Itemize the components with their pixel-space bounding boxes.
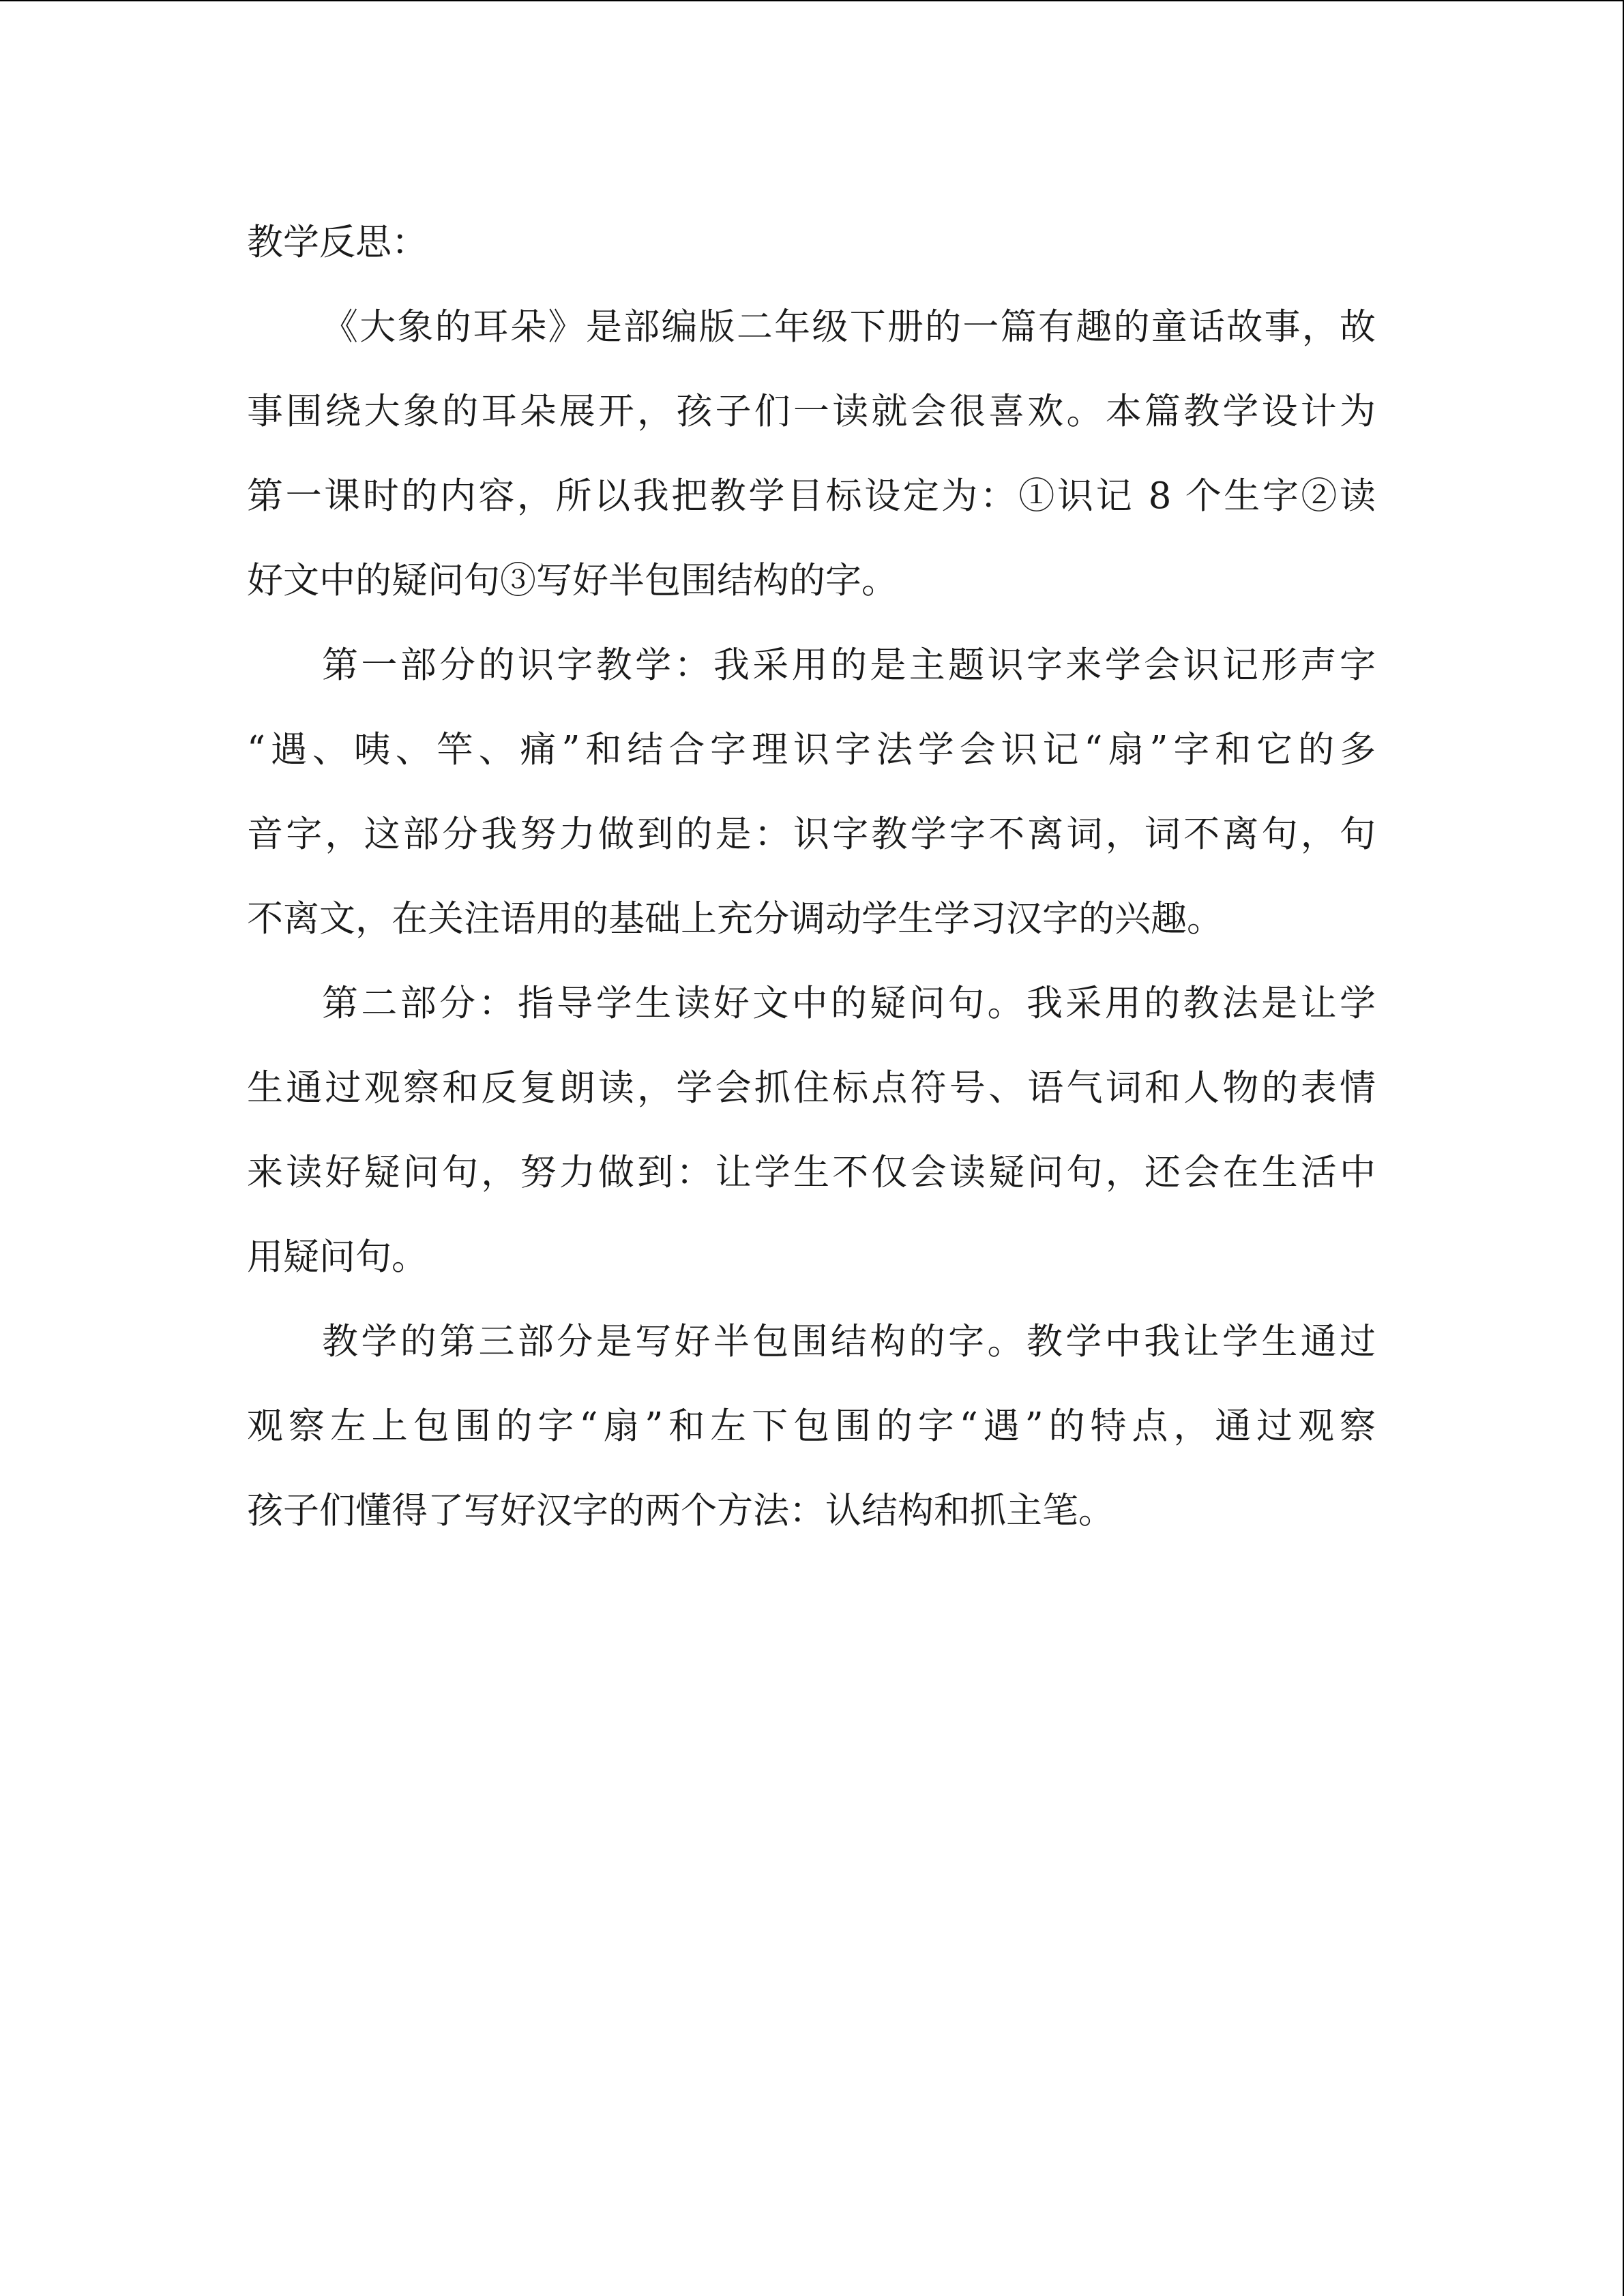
paragraph-line: 孩子们懂得了写好汉字的两个方法：认结构和抓主笔。: [247, 1490, 1114, 1532]
paragraph-line: 不离文，在关注语用的基础上充分调动学生学习汉字的兴趣。: [247, 898, 1223, 940]
paragraph-line: 音字，这部分我努力做到的是：识字教学字不离词，词不离句，句: [247, 814, 1376, 855]
paragraph-line: 第二部分：指导学生读好文中的疑问句。我采用的教法是让学: [322, 983, 1376, 1024]
paragraph-line: 事围绕大象的耳朵展开，孩子们一读就会很喜欢。本篇教学设计为: [247, 391, 1376, 432]
paragraph-1: [247, 285, 1376, 623]
paragraph-line: 《大象的耳朵》是部编版二年级下册的一篇有趣的童话故事，故: [322, 306, 1376, 348]
document-heading: 教学反思：: [247, 222, 428, 263]
paragraph-3: [247, 961, 1376, 1300]
paragraph-line: “遇、咦、竿、痛”和结合字理识字法学会识记“扇”字和它的多: [247, 729, 1376, 771]
paragraph-line: 来读好疑问句，努力做到：让学生不仅会读疑问句，还会在生活中: [247, 1152, 1376, 1193]
paragraph-line: 好文中的疑问句③写好半包围结构的字。: [247, 560, 898, 601]
paragraph-line: 第一课时的内容，所以我把教学目标设定为：①识记 8 个生字②读: [247, 475, 1376, 517]
paragraph-line: 教学的第三部分是写好半包围结构的字。教学中我让学生通过: [322, 1321, 1376, 1362]
paragraph-4: [247, 1300, 1376, 1553]
paragraph-line: 生通过观察和反复朗读，学会抓住标点符号、语气词和人物的表情: [247, 1067, 1376, 1109]
paragraph-line: 第一部分的识字教学：我采用的是主题识字来学会识记形声字: [322, 644, 1376, 686]
document-body: [247, 200, 1376, 1553]
paragraph-2: [247, 623, 1376, 961]
paragraph-line: 用疑问句。: [247, 1236, 428, 1278]
paragraph-line: 观察左上包围的字“扇”和左下包围的字“遇”的特点，通过观察: [247, 1405, 1376, 1447]
